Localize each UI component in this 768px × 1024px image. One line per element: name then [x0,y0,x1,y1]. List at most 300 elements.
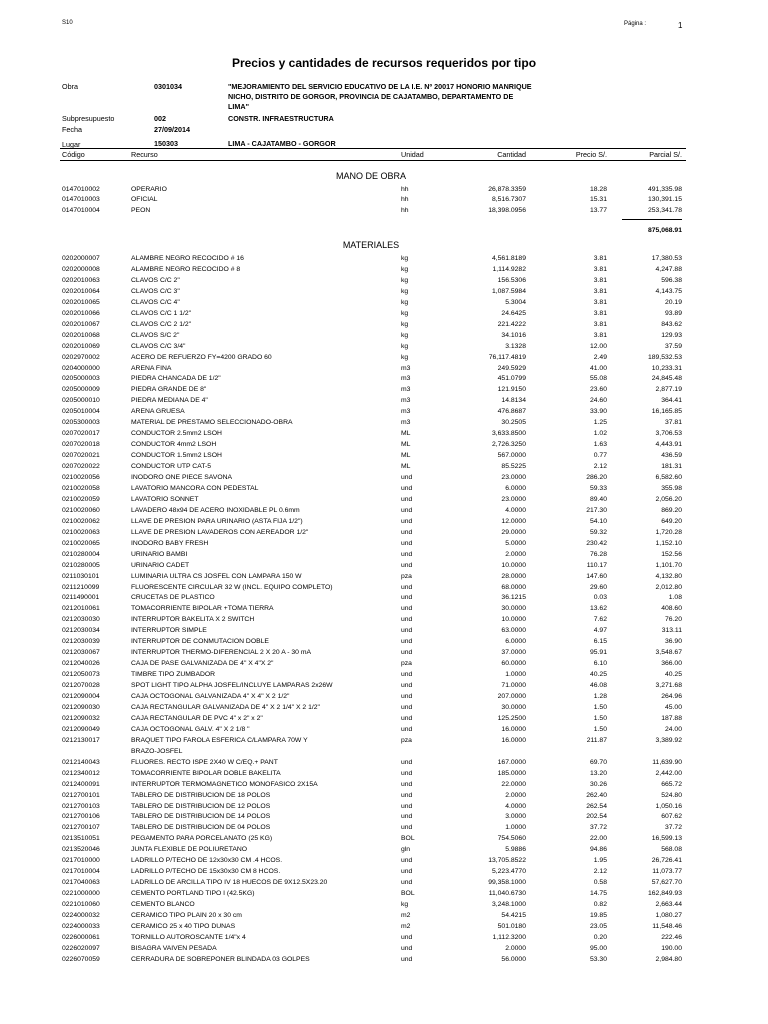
row-price: 3.81 [593,298,607,306]
table-row [0,506,768,516]
row-price: 7.62 [593,616,607,624]
row-unit: ML [401,452,411,460]
row-resource: CLAVOS C/C 3/4" [131,342,186,350]
row-code: 0202010066 [62,309,100,317]
row-unit: und [401,649,413,657]
row-resource: CLAVOS C/C 1 1/2" [131,309,192,317]
row-resource: TOMACORRIENTE BIPOLAR DOBLE BAKELITA [131,769,281,777]
row-code: 0212090030 [62,703,100,711]
row-partial: 40.25 [664,671,682,679]
row-quantity: 26,878.3359 [488,186,526,193]
page-label: Página : [624,21,647,27]
row-code: 0207020021 [62,452,100,460]
row-unit: kg [401,265,409,273]
row-unit: BOL [401,835,415,843]
row-unit: und [401,517,413,525]
row-quantity: 2.0000 [505,944,526,952]
row-partial: 16,599.13 [651,835,682,843]
row-unit: und [401,802,413,810]
row-price: 55.08 [589,375,607,383]
row-resource: PIEDRA CHANCADA DE 1/2" [131,375,221,383]
row-resource: CERAMICO TIPO PLAIN 20 x 30 cm [131,912,242,919]
row-price: 33.90 [589,408,607,416]
table-row [0,944,768,954]
row-price: 3.81 [593,309,607,317]
row-quantity: 30.0000 [501,703,526,711]
row-partial: 313.11 [661,627,682,635]
row-price: 76.28 [589,550,607,558]
table-row [0,802,768,812]
row-price: 1.50 [593,714,607,722]
row-quantity: 167.0000 [497,758,526,766]
row-price: 95.00 [589,944,607,952]
row-quantity: 6.0000 [505,484,526,492]
row-resource: CONDUCTOR 1.5mm2 LSOH [131,452,222,460]
row-quantity: 1,112.3200 [492,933,526,941]
table-row [0,374,768,384]
row-partial: 130,391.15 [647,196,682,204]
row-unit: und [401,506,413,514]
row-partial: 843.62 [661,320,682,328]
row-quantity: 3.0000 [505,813,526,821]
table-row [0,331,768,341]
row-resource: LUMINARIA ULTRA CS JOSFEL CON LAMPARA 150 W [131,572,302,580]
row-unit: und [401,594,413,602]
row-resource: OFICIAL [131,196,158,204]
row-code: 0212140043 [62,758,100,766]
row-price: 22.00 [589,835,607,843]
row-unit: ML [401,430,411,438]
row-quantity: 23.0000 [501,495,526,503]
table-row [0,364,768,374]
row-code: 0202970002 [62,353,100,361]
row-price: 19.85 [589,912,607,919]
row-resource: INODORO ONE PIECE SAVONA [131,474,233,481]
row-code: 0210020058 [62,484,100,492]
obra-desc-line-1: "MEJORAMIENTO DEL SERVICIO EDUCATIVO DE LA I.E. Nº 20017 HONORIO MANRIQUE [228,82,532,91]
row-price: 41.00 [589,364,607,372]
row-unit: und [401,528,413,536]
row-partial: 355.98 [661,484,682,492]
fecha-value: 27/09/2014 [154,125,190,134]
row-quantity: 221.4222 [497,320,526,328]
row-code: 0224000033 [62,922,100,930]
row-price: 0.20 [593,933,607,941]
row-resource: LAVATORIO MANCORA CON PEDESTAL [131,484,259,492]
row-unit: kg [401,331,409,339]
row-resource: INTERRUPTOR DE CONMUTACION DOBLE [131,638,269,646]
row-price: 1.02 [593,430,607,438]
row-quantity: 60.0000 [501,660,526,668]
table-row [0,298,768,308]
row-resource: URINARIO CADET [131,561,190,569]
row-price: 1.50 [593,725,607,733]
row-partial: 408.60 [661,605,682,613]
page-number: 1 [678,21,683,30]
table-row [0,889,768,899]
row-partial: 11,073.77 [652,868,682,876]
table-row [0,791,768,801]
row-unit: gln [401,846,411,854]
row-quantity: 125.2500 [497,714,526,722]
table-row [0,265,768,275]
row-unit: und [401,824,413,832]
row-resource: ACERO DE REFUERZO FY=4200 GRADO 60 [131,353,272,361]
row-price: 24.60 [589,397,607,405]
row-quantity: 34.1016 [501,331,526,339]
row-resource: TIMBRE TIPO ZUMBADOR [131,671,216,679]
table-row [0,254,768,264]
table-row [0,878,768,888]
row-partial: 3,706.53 [655,430,682,438]
row-unit: kg [401,309,409,317]
row-code: 0226020097 [62,944,100,952]
row-quantity: 30.2505 [501,419,526,427]
table-row [0,769,768,779]
row-resource: CLAVOS C/C 2" [131,276,180,284]
table-row [0,692,768,702]
row-price: 59.32 [589,528,607,536]
table-row [0,725,768,735]
row-code: 0217010004 [62,868,100,876]
obra-label: Obra [62,82,78,91]
row-resource: INTERRUPTOR SIMPLE [131,627,207,635]
table-row [0,867,768,877]
row-partial: 189,532.53 [647,353,682,361]
row-unit: und [401,703,413,711]
table-row [0,780,768,790]
row-unit: hh [401,206,409,214]
row-resource: MATERIAL DE PRESTAMO SELECCIONADO-OBRA [131,419,293,427]
row-partial: 649.20 [661,517,682,525]
row-quantity: 36.1215 [501,594,526,602]
row-price: 13.77 [589,206,607,214]
row-quantity: 11,040.6730 [488,890,526,898]
table-row [0,670,768,680]
row-partial: 181.31 [661,463,682,471]
table-row [0,637,768,647]
table-row [0,528,768,538]
row-price: 262.54 [586,802,607,810]
table-row [0,473,768,483]
row-code: 0212030034 [62,627,100,635]
row-quantity: 249.5929 [497,364,526,372]
row-unit: und [401,868,413,876]
header-bottom-rule [60,160,686,161]
row-price: 29.60 [589,583,607,591]
row-code: 0226070059 [62,955,100,963]
row-partial: 162,849.93 [647,890,682,898]
row-price: 110.17 [586,561,607,569]
row-quantity: 476.8687 [497,408,526,416]
row-price: 0.77 [593,452,607,460]
row-price: 3.81 [593,320,607,328]
row-code: 0212030039 [62,638,100,646]
row-unit: und [401,583,413,591]
row-code: 0212040026 [62,660,100,668]
table-row [0,933,768,943]
row-quantity: 156.5306 [497,276,526,284]
row-unit: m3 [401,375,411,383]
row-price: 147.60 [586,572,607,580]
row-partial: 2,442.00 [655,769,682,777]
row-unit: und [401,693,413,700]
report-title: Precios y cantidades de recursos requeridos por tipo [231,56,537,70]
table-row [0,856,768,866]
row-code: 0212340012 [62,769,100,777]
row-code: 0212700103 [62,802,100,810]
row-code: 0212070028 [62,682,100,690]
row-partial: 568.08 [661,846,682,854]
row-partial: 37.59 [664,342,682,350]
row-price: 30.26 [589,780,607,788]
table-row [0,185,768,195]
row-resource: CAJA DE PASE GALVANIZADA DE 4" X 4"X 2" [131,660,274,668]
obra-desc-line-3: LIMA" [228,102,249,111]
row-quantity: 501.0180 [497,922,526,930]
table-row [0,758,768,768]
col-recurso: Recurso [131,150,158,159]
row-quantity: 2.0000 [505,791,526,799]
row-quantity: 16.0000 [501,725,526,733]
row-resource: CRUCETAS DE PLASTICO [131,594,215,602]
row-price: 2.12 [593,463,607,471]
row-quantity: 5.0000 [505,539,526,547]
row-code: 0212030030 [62,616,100,624]
row-partial: 4,132.80 [655,572,682,580]
row-unit: kg [401,320,409,328]
row-quantity: 8,516.7307 [491,196,526,204]
row-quantity: 3.1328 [505,342,526,350]
row-unit: m3 [401,397,411,405]
row-price: 14.75 [589,890,607,898]
row-partial: 37.72 [664,824,682,832]
row-partial: 1,152.10 [655,539,682,547]
row-price: 23.05 [589,922,607,930]
row-code: 0202000007 [62,255,100,262]
row-quantity: 121.9150 [497,386,526,394]
row-resource: INTERRUPTOR BAKELITA X 2 SWITCH [131,616,255,624]
row-partial: 3,271.68 [655,682,682,690]
row-quantity: 451.0799 [497,375,526,383]
row-quantity: 13,705.8522 [488,857,526,865]
row-price: 69.70 [589,758,607,766]
table-row [0,626,768,636]
row-unit: und [401,955,413,963]
row-resource: ALAMBRE NEGRO RECOCIDO # 8 [131,265,241,273]
row-quantity: 4,561.8189 [491,255,526,262]
row-quantity: 37.0000 [501,649,526,657]
row-price: 3.81 [593,265,607,273]
row-code: 0210020065 [62,539,100,547]
row-resource: ALAMBRE NEGRO RECOCIDO # 16 [131,255,244,262]
row-quantity: 99,358.1000 [488,879,526,887]
row-price: 59.33 [589,484,607,492]
table-row [0,714,768,724]
row-unit: und [401,671,413,679]
row-quantity: 10.0000 [501,561,526,569]
table-row [0,747,768,757]
row-code: 0221000000 [62,890,100,898]
row-code: 0210020063 [62,528,100,536]
row-unit: und [401,714,413,722]
row-price: 3.81 [593,255,607,262]
row-resource: LLAVE DE PRESION LAVADEROS CON AEREADOR 1/2" [131,528,309,536]
row-partial: 1,720.28 [655,528,682,536]
row-quantity: 2.0000 [505,550,526,558]
row-partial: 20.19 [664,298,682,306]
row-unit: und [401,561,413,569]
row-quantity: 22.0000 [501,780,526,788]
row-quantity: 14.8134 [501,397,526,405]
row-quantity: 12.0000 [501,517,526,525]
table-row [0,287,768,297]
row-unit: kg [401,287,409,295]
row-price: 13.20 [589,769,607,777]
row-unit: kg [401,298,409,306]
row-partial: 10,233.31 [651,364,682,372]
row-code: 0213510051 [62,835,100,843]
row-price: 1.28 [593,693,607,700]
row-unit: und [401,605,413,613]
row-quantity: 1.0000 [505,671,526,679]
row-code: 0217010000 [62,857,100,865]
row-code: 0207020018 [62,441,100,449]
row-code: 0202000008 [62,265,100,273]
table-row [0,396,768,406]
row-price: 2.12 [593,868,607,876]
row-unit: kg [401,255,409,262]
row-partial: 4,247.88 [655,265,682,273]
row-partial: 364.41 [661,397,682,405]
row-resource: BRAZO-JOSFEL [131,747,183,755]
row-price: 95.91 [589,649,607,657]
row-resource: CAJA OCTOGONAL GALVANIZADA 4" X 4" X 2 1/2" [131,693,290,700]
row-unit: hh [401,196,409,204]
row-price: 0.58 [593,879,607,887]
row-resource: TABLERO DE DISTRIBUCION DE 18 POLOS [131,791,271,799]
row-unit: m3 [401,364,411,372]
row-partial: 11,639.90 [652,758,682,766]
row-unit: pza [401,660,412,668]
table-row [0,195,768,205]
row-resource: BRAQUET TIPO FAROLA ESFERICA C/LAMPARA 70W Y [131,736,308,744]
row-quantity: 23.0000 [501,474,526,481]
table-row [0,539,768,549]
table-row [0,429,768,439]
table-row [0,911,768,921]
row-resource: LLAVE DE PRESION PARA URINARIO (ASTA FIJA 1/2") [131,517,303,525]
row-resource: FLUORES. RECTO ISPE 2X40 W C/EQ.+ PANT [131,758,278,766]
row-code: 0212400091 [62,780,100,788]
row-resource: CONDUCTOR 2.5mm2 LSOH [131,430,222,438]
section-materiales: MATERIALES [342,240,400,250]
row-partial: 36.90 [664,638,682,646]
row-code: 0221010060 [62,901,100,909]
row-partial: 366.00 [661,660,682,668]
row-unit: und [401,813,413,821]
row-unit: m2 [401,922,411,930]
row-code: 0207020022 [62,463,100,471]
row-partial: 4,143.75 [655,287,682,295]
row-price: 4.97 [593,627,607,635]
row-unit: und [401,474,413,481]
row-resource: TABLERO DE DISTRIBUCION DE 12 POLOS [131,802,271,810]
row-code: 0211030101 [62,572,100,580]
row-partial: 2,012.80 [655,583,682,591]
row-resource: LAVATORIO SONNET [131,495,199,503]
row-resource: LADRILLO P/TECHO DE 15x30x30 CM 8 HCOS. [131,868,281,876]
row-code: 0212700107 [62,824,100,832]
row-partial: 3,389.92 [655,736,682,744]
row-code: 0213520046 [62,846,100,854]
row-unit: und [401,780,413,788]
col-precio: Precio S/. [575,150,607,159]
row-partial: 1,080.27 [655,912,682,919]
row-partial: 93.89 [664,309,682,317]
lugar-label: Lugar [62,140,81,149]
table-row [0,615,768,625]
row-price: 37.72 [589,824,607,832]
row-unit: kg [401,353,409,361]
row-code: 0212700101 [62,791,100,799]
subpresupuesto-desc: CONSTR. INFRAESTRUCTURA [228,114,334,123]
row-resource: INTERRUPTOR THERMO-DIFERENCIAL 2 X 20 A - 30 mA [131,649,312,657]
row-unit: und [401,550,413,558]
row-partial: 2,056.20 [655,495,682,503]
table-row [0,276,768,286]
row-code: 0217040063 [62,879,100,887]
table-row [0,561,768,571]
row-quantity: 29.0000 [501,528,526,536]
row-unit: pza [401,572,412,580]
table-row [0,593,768,603]
row-resource: JUNTA FLEXIBLE DE POLIURETANO [131,846,248,854]
row-unit: und [401,638,413,646]
row-partial: 57,627.70 [651,879,682,887]
row-partial: 37.81 [664,419,682,427]
row-code: 0210280005 [62,561,100,569]
table-row [0,484,768,494]
row-resource: SPOT LIGHT TIPO ALPHA JOSFEL/INCLUYE LAMPARAS 2x26W [131,682,333,690]
row-price: 0.03 [593,594,607,602]
row-price: 53.30 [589,955,607,963]
col-parcial: Parcial S/. [649,150,682,159]
table-row [0,703,768,713]
row-price: 3.81 [593,331,607,339]
row-partial: 26,726.41 [651,857,682,865]
row-price: 94.86 [589,846,607,854]
row-resource: CLAVOS C/C 4" [131,298,180,306]
row-price: 286.20 [586,474,607,481]
section-mano-de-obra: MANO DE OBRA [335,171,406,181]
row-quantity: 76,117.4819 [488,353,526,361]
row-code: 0147010002 [62,186,100,193]
row-resource: CAJA RECTANGULAR GALVANIZADA DE 4" X 2 1/4" X 2 1/2" [131,703,320,711]
row-partial: 2,877.19 [655,386,682,394]
row-quantity: 5.3004 [505,298,526,306]
table-row [0,451,768,461]
row-resource: CLAVOS C/C 2 1/2" [131,320,192,328]
row-resource: CONDUCTOR 4mm2 LSOH [131,441,217,449]
row-code: 0212010061 [62,605,100,613]
row-unit: hh [401,186,409,193]
row-code: 0224000032 [62,912,100,919]
col-cantidad: Cantidad [497,150,526,159]
table-row [0,604,768,614]
row-unit: und [401,725,413,733]
row-resource: ARENA GRUESA [131,408,185,416]
